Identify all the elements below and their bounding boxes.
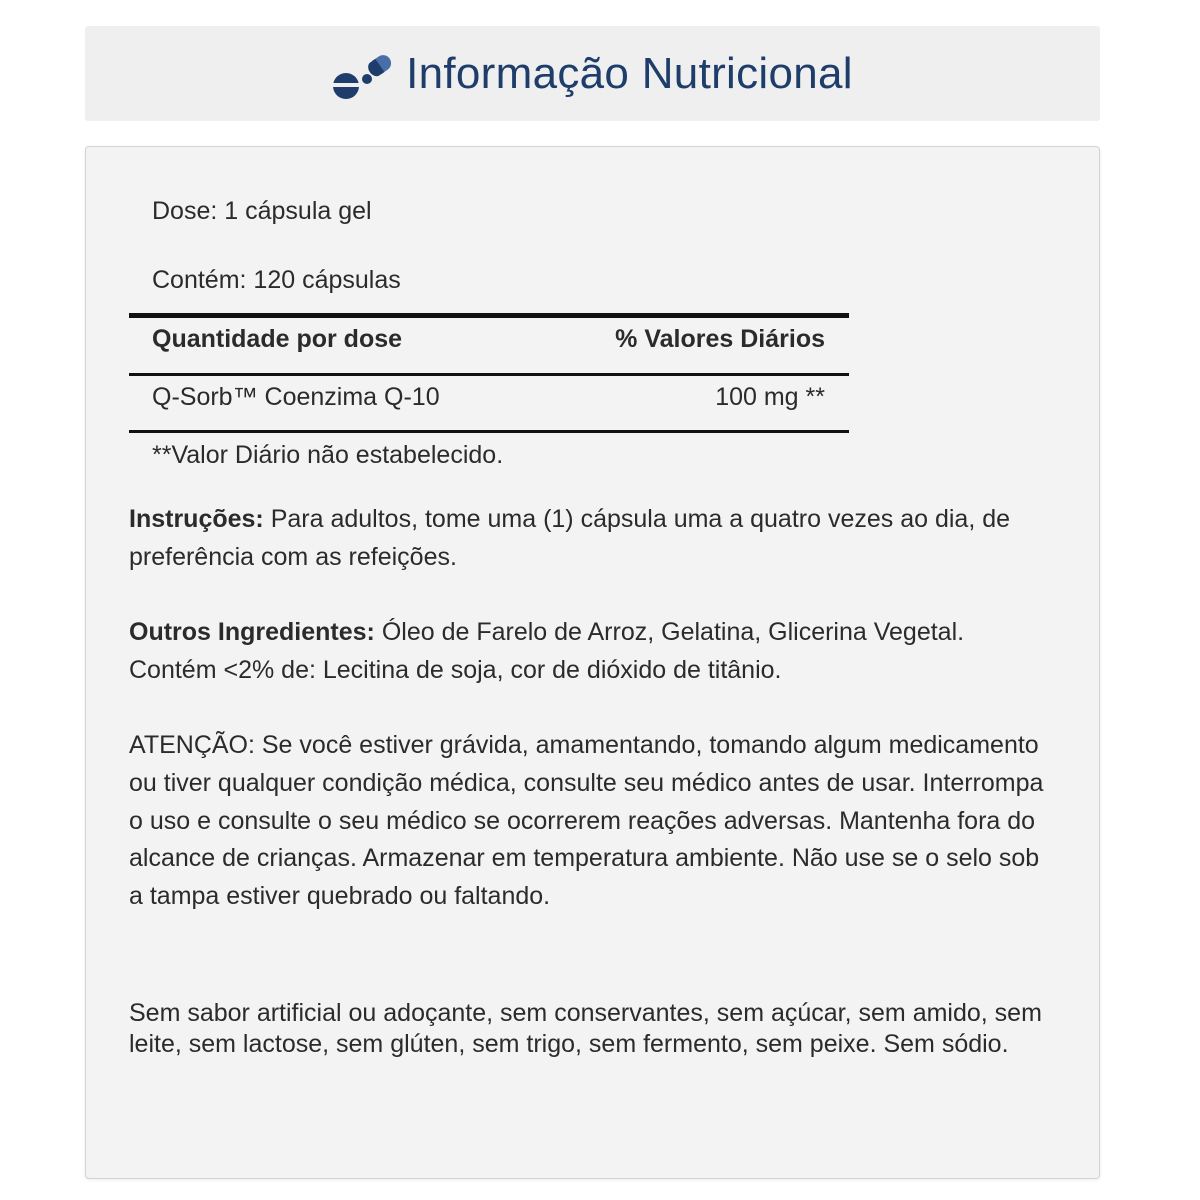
facts-bottom-rule [129,430,849,433]
facts-header-row [152,325,825,354]
amount-column-header: Quantidade por dose [152,325,403,353]
header-banner [85,26,1100,121]
instructions-paragraph [129,501,1049,577]
daily-value-column-header: % Valores Diários [615,325,825,353]
page-title: Informação Nutricional [406,48,853,98]
contains-text: Contém: 120 cápsulas [152,266,401,294]
facts-header-rule [129,373,849,376]
other-ingredients-label: Outros Ingredientes: [129,618,375,646]
facts-row [152,383,825,412]
daily-value-footnote: **Valor Diário não estabelecido. [152,441,504,469]
ingredient-amount: 100 mg ** [715,383,825,411]
other-ingredients-text: Óleo de Farelo de Arroz, Gelatina, Glicerina Vegetal. Contém <2% de: Lecitina de soja, cor de dióxido de titânio. [129,618,965,684]
capsule-pills-icon [332,52,392,100]
dose-text: Dose: 1 cápsula gel [152,197,372,225]
instructions-label: Instruções: [129,505,264,533]
instructions-text: Para adultos, tome uma (1) cápsula uma a quatro vezes ao dia, de preferência com as refeições. [129,505,1011,571]
other-ingredients-paragraph [129,614,1049,690]
nutrition-panel [85,146,1100,1179]
facts-top-rule [129,313,849,318]
warning-paragraph: ATENÇÃO: Se você estiver grávida, amamentando, tomando algum medicamento ou tiver qualquer condição médica, consulte seu médico antes de usar. Interrompa o uso e consulte o seu médico se ocorrerem reações adversas. Mantenha fora do alcance de crianças. Armazenar em temperatura ambiente. Não use se o selo sob a tampa estiver quebrado ou faltando. [129,731,1044,911]
ingredient-name: Q-Sorb™ Coenzima Q-10 [152,383,440,411]
free-from-paragraph: Sem sabor artificial ou adoçante, sem conservantes, sem açúcar, sem amido, sem leite, sem lactose, sem glúten, sem trigo, sem fermento, sem peixe. Sem sódio. [129,999,1042,1058]
